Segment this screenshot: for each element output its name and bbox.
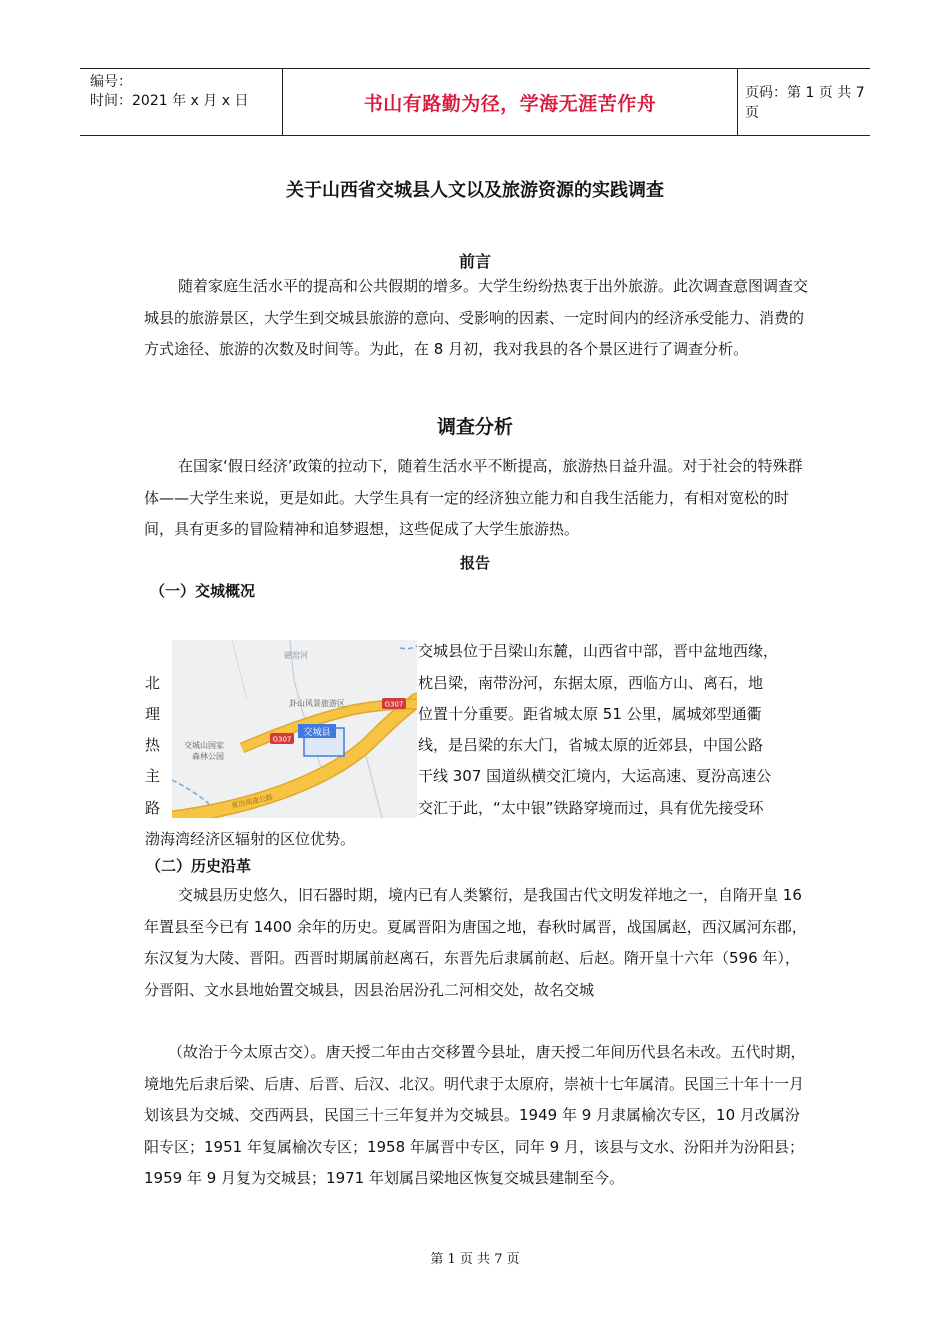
- page-header: [80, 68, 870, 136]
- section1-side-char: 理: [145, 705, 161, 723]
- header-meta: [80, 69, 282, 135]
- section1-side-char: 主: [145, 767, 161, 785]
- header-page-info: 页码：第 1 页 共 7 页: [745, 85, 865, 121]
- section1-line: 干线 307 国道纵横交汇境内，大运高速、夏汾高速公: [418, 767, 772, 785]
- section1-line: 线，是吕梁的东大门，省城太原的近郊县，中国公路: [418, 736, 764, 754]
- map-label-forest: 交城山国家: [184, 741, 224, 750]
- document-number-label: 编号：: [90, 74, 132, 90]
- section1-heading: （一）交城概况: [150, 582, 256, 600]
- section1-line: 交汇于此，“太中银”铁路穿境而过，具有优先接受环: [418, 799, 764, 817]
- section2-heading: （二）历史沿革: [146, 857, 252, 875]
- section1-tail-line: 渤海湾经济区辐射的区位优势。: [145, 830, 356, 848]
- map-label-river: 磁窑河: [284, 651, 308, 660]
- section1-side-char: 热: [145, 736, 161, 754]
- analysis-paragraph: 在国家‘假日经济’政策的拉动下，随着生活水平不断提高，旅游热日益升温。对于社会的特殊群体——大学生来说，更是如此。大学生具有一定的经济独立能力和自我生活能力，有相对宽松的时间，具有更多的冒险精神和追梦遐想，这些促成了大学生旅游热。: [144, 457, 803, 538]
- section2-paragraph: 交城县历史悠久，旧石器时期，境内已有人类繁衍，是我国古代文明发祥地之一，自隋开皇 16 年置县至今已有 1400 余年的历史。夏属晋阳为唐国之地，春秋时属晋，战国属赵，西汉属河东郡，东汉复为大陵、晋阳。西晋时期属前赵离石，东晋先后隶属前赵、后赵。隋开皇十六年（596 年），分晋阳、文水县地始置交城县，因县治居汾孔二河相交处，故名交城: [144, 886, 807, 999]
- map-label-highway: 夏汾高速公路: [230, 793, 274, 810]
- preface-heading: 前言: [458, 252, 491, 271]
- header-motto: 书山有路勤为径，学海无涯苦作舟: [282, 69, 738, 135]
- analysis-heading: 调查分析: [436, 416, 513, 438]
- map-label-g307: G307: [272, 735, 292, 744]
- section1-line: 交城县位于吕梁山东麓，山西省中部，晋中盆地西缘，: [418, 642, 779, 660]
- section1-line: 位置十分重要。距省城太原 51 公里，属城郊型通衢: [418, 705, 762, 723]
- page-footer: 第 1 页 共 7 页: [430, 1252, 520, 1267]
- map-label-forest: 森林公园: [192, 752, 224, 761]
- map-label-scenic: 卦山风景旅游区: [289, 699, 345, 708]
- section1-line: 枕吕梁，南带汾河，东据太原，西临方山、离石，地: [418, 674, 764, 692]
- preface-paragraph: 随着家庭生活水平的提高和公共假期的增多。大学生纷纷热衷于出外旅游。此次调查意图调查交城县的旅游景区，大学生到交城县旅游的意向、受影响的因素、一定时间内的经济承受能力、消费的方式途径、旅游的次数及时间等。为此，在 8 月初，我对我县的各个景区进行了调查分析。: [144, 277, 809, 358]
- location-map: [172, 640, 417, 818]
- section1-side-char: 路: [145, 799, 161, 817]
- map-label-g307: G307: [384, 700, 404, 709]
- map-label-county: 交城县: [303, 728, 331, 738]
- document-time-label: 时间：2021 年 x 月 x 日: [90, 93, 249, 109]
- section2-paragraph: （故治于今太原古交）。唐天授二年由古交移置今县址，唐天授二年间历代县名未改。五代时期，境地先后隶后梁、后唐、后晋、后汉、北汉。明代隶于太原府，崇祯十七年属清。民国三十年十一月划该县为交城、交西两县，民国三十三年复并为交城县。1949 年 9 月隶属榆次专区，10 月改属汾阳专区；1951 年复属榆次专区；1958 年属晋中专区，同年 9 月，该县与文水、汾阳并为汾阳县；1959 年 9 月复为交城县；1971 年划属吕梁地区恢复交城县建制至今。: [144, 1043, 806, 1187]
- report-heading: 报告: [459, 554, 490, 572]
- section1-side-char: 北: [145, 674, 161, 692]
- document-title: 关于山西省交城县人文以及旅游资源的实践调查: [286, 180, 664, 201]
